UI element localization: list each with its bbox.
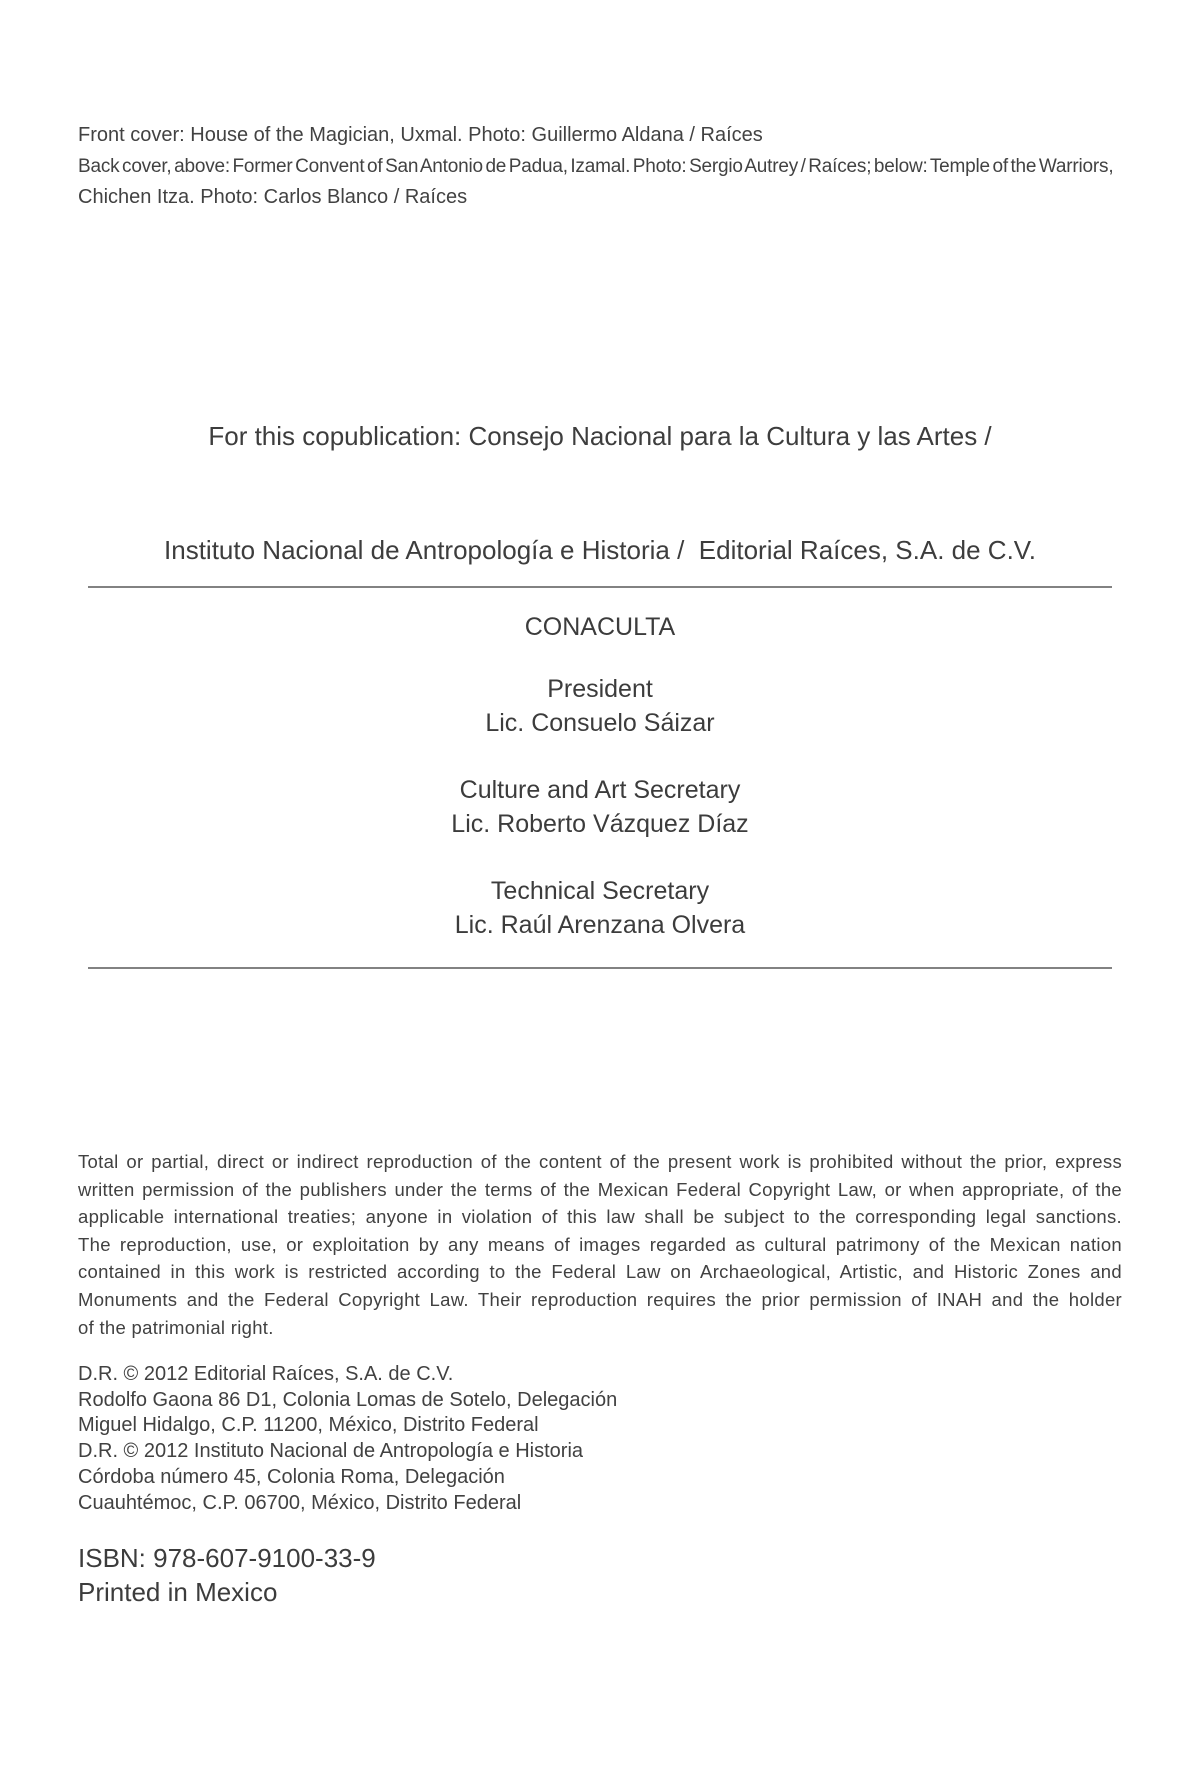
publisher-imprint bbox=[78, 1362, 1122, 1516]
divider-rule-top bbox=[88, 586, 1112, 588]
divider-rule-bottom bbox=[88, 967, 1112, 969]
copublication-line-2: Instituto Nacional de Antropología e Historia / Editorial Raíces, S.A. de C.V. bbox=[164, 535, 1036, 565]
role-president bbox=[0, 672, 1200, 740]
legal-line: contained in this work is restricted according to the Federal Law on Archaeological, Artistic, and Historic Zones and bbox=[78, 1261, 1122, 1283]
legal-line: Total or partial, direct or indirect reproduction of the content of the present work is prohibited without the prior, express bbox=[78, 1151, 1122, 1172]
role-holder-name: Lic. Consuelo Sáizar bbox=[485, 709, 715, 737]
role-title: Technical Secretary bbox=[490, 877, 710, 905]
photo-credits bbox=[78, 120, 1122, 213]
copyright-legal-notice bbox=[78, 1148, 1122, 1341]
printed-in: Printed in Mexico bbox=[78, 1577, 278, 1607]
isbn-printing-info bbox=[78, 1541, 376, 1609]
legal-line: written permission of the publishers under the terms of the Mexican Federal Copyright Law, or when appropriate, of the bbox=[78, 1178, 1122, 1200]
conaculta-section bbox=[0, 611, 1200, 975]
role-culture-art-secretary bbox=[0, 773, 1200, 841]
legal-line: Monuments and the Federal Copyright Law. Their reproduction requires the prior permission of INAH and the holder bbox=[78, 1288, 1122, 1310]
role-title: President bbox=[547, 675, 653, 703]
legal-line: The reproduction, use, or exploitation by any means of images regarded as cultural patrimony of the Mexican nation bbox=[78, 1233, 1122, 1255]
role-technical-secretary bbox=[0, 874, 1200, 942]
copublication-statement bbox=[0, 341, 1200, 645]
imprint-line: D.R. © 2012 Editorial Raíces, S.A. de C.V. bbox=[78, 1363, 454, 1385]
role-holder-name: Lic. Raúl Arenzana Olvera bbox=[454, 911, 746, 939]
copublication-line-1: For this copublication: Consejo Nacional para la Cultura y las Artes / bbox=[208, 421, 992, 451]
legal-line-last: of the patrimonial right. bbox=[78, 1316, 274, 1338]
imprint-line: Cuauhtémoc, C.P. 06700, México, Distrito Federal bbox=[78, 1491, 522, 1514]
imprint-line: D.R. © 2012 Instituto Nacional de Antropología e Historia bbox=[78, 1440, 584, 1463]
role-title: Culture and Art Secretary bbox=[459, 776, 741, 804]
imprint-line: Córdoba número 45, Colonia Roma, Delegación bbox=[78, 1465, 505, 1488]
imprint-line: Miguel Hidalgo, C.P. 11200, México, Distrito Federal bbox=[78, 1414, 539, 1437]
isbn-number: ISBN: 978-607-9100-33-9 bbox=[78, 1543, 376, 1573]
photo-credit-back-cover: Back cover, above: Former Convent of San Antonio de Padua, Izamal. Photo: Sergio Autrey / Raíces; below: Temple of the Warriors, bbox=[78, 156, 1114, 177]
legal-line: applicable international treaties; anyone in violation of this law shall be subject to the corresponding legal sanctions. bbox=[78, 1206, 1122, 1228]
photo-credit-back-cover-continued: Chichen Itza. Photo: Carlos Blanco / Raíces bbox=[78, 186, 468, 208]
imprint-line: Rodolfo Gaona 86 D1, Colonia Lomas de Sotelo, Delegación bbox=[78, 1388, 618, 1411]
photo-credit-front-cover: Front cover: House of the Magician, Uxmal. Photo: Guillermo Aldana / Raíces bbox=[78, 124, 763, 146]
role-holder-name: Lic. Roberto Vázquez Díaz bbox=[451, 810, 749, 838]
organization-name: CONACULTA bbox=[524, 613, 676, 641]
